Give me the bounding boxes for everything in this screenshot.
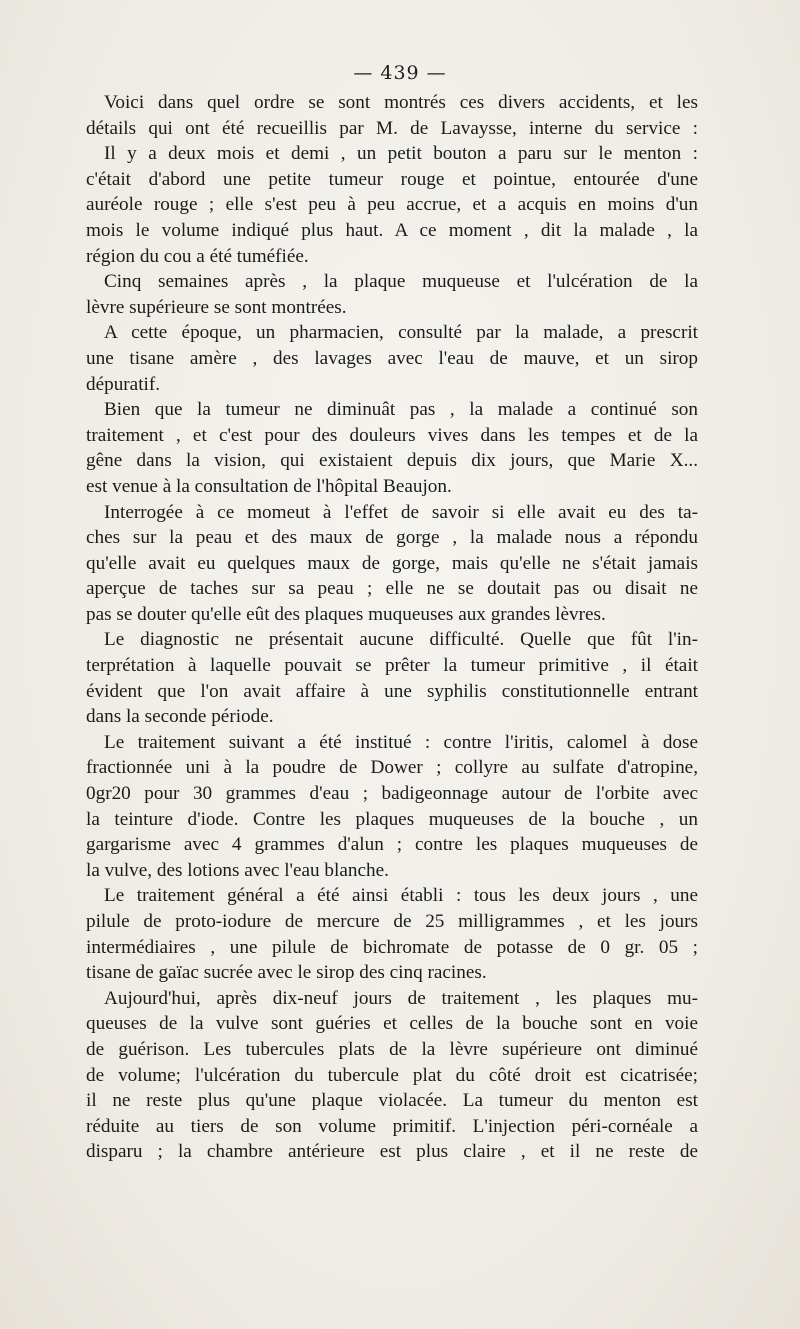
text-line: A cette époque, un pharmacien, consulté par la malade, a prescrit: [104, 322, 698, 344]
text-line: évident que l'on avait affaire à une syphilis constitutionnelle entrant: [86, 680, 698, 702]
text-line: disparu ; la chambre antérieure est plus claire , et il ne reste de: [86, 1141, 698, 1163]
text-line: qu'elle avait eu quelques maux de gorge, mais qu'elle ne s'était jamais: [86, 552, 698, 574]
text-line: gêne dans la vision, qui existaient depuis dix jours, que Marie X...: [86, 450, 698, 472]
text-line: queuses de la vulve sont guéries et celles de la bouche sont en voie: [86, 1013, 698, 1035]
text-line: mois le volume indiqué plus haut. A ce moment , dit la malade , la: [86, 219, 698, 241]
text-line: auréole rouge ; elle s'est peu à peu accrue, et a acquis en moins d'un: [86, 194, 698, 216]
text-line: Voici dans quel ordre se sont montrés ces divers accidents, et les: [104, 92, 698, 113]
body-text: [86, 90, 698, 1165]
text-line: ches sur la peau et des maux de gorge , la malade nous a répondu: [86, 527, 698, 549]
text-line: Aujourd'hui, après dix-neuf jours de traitement , les plaques mu-: [104, 987, 698, 1009]
text-line: dépuratif.: [86, 373, 161, 395]
text-line: traitement , et c'est pour des douleurs vives dans les tempes et de la: [86, 424, 698, 446]
text-line: Le traitement suivant a été institué : contre l'iritis, calomel à dose: [104, 731, 698, 753]
text-line: détails qui ont été recueillis par M. de Lavaysse, interne du service :: [86, 117, 698, 139]
text-line: pas se douter qu'elle eût des plaques muqueuses aux grandes lèvres.: [86, 603, 606, 625]
text-line: de volume; l'ulcération du tubercule plat du côté droit est cicatrisée;: [86, 1064, 698, 1086]
text-line: c'était d'abord une petite tumeur rouge et pointue, entourée d'une: [86, 168, 698, 190]
text-line: réduite au tiers de son volume primitif. L'injection péri-cornéale a: [86, 1115, 698, 1137]
text-line: Le traitement général a été ainsi établi : tous les deux jours , une: [104, 885, 698, 907]
text-line: Bien que la tumeur ne diminuât pas , la malade a continué son: [104, 399, 698, 421]
text-line: 0gr20 pour 30 grammes d'eau ; badigeonnage autour de l'orbite avec: [86, 783, 698, 805]
text-line: il ne reste plus qu'une plaque violacée. La tumeur du menton est: [86, 1090, 698, 1112]
text-line: lèvre supérieure se sont montrées.: [86, 296, 347, 318]
text-line: la teinture d'iode. Contre les plaques muqueuses de la bouche , un: [86, 808, 698, 830]
text-line: Interrogée à ce momeut à l'effet de savoir si elle avait eu des ta-: [104, 501, 698, 523]
text-line: Il y a deux mois et demi , un petit bouton a paru sur le menton :: [104, 143, 698, 165]
text-line: la vulve, des lotions avec l'eau blanche.: [86, 859, 389, 881]
text-line: aperçue de taches sur sa peau ; elle ne se doutait pas ou disait ne: [86, 578, 698, 600]
text-line: terprétation à laquelle pouvait se prêter la tumeur primitive , il était: [86, 655, 698, 677]
text-line: dans la seconde période.: [86, 706, 274, 728]
text-line: est venue à la consultation de l'hôpital Beaujon.: [86, 475, 452, 497]
text-line: pilule de proto-iodure de mercure de 25 milligrammes , et les jours: [86, 911, 698, 932]
text-line: fractionnée uni à la poudre de Dower ; collyre au sulfate d'atropine,: [86, 757, 698, 779]
text-line: de guérison. Les tubercules plats de la lèvre supérieure ont diminué: [86, 1038, 698, 1060]
text-line: intermédiaires , une pilule de bichromate de potasse de 0 gr. 05 ;: [86, 936, 698, 958]
text-line: gargarisme avec 4 grammes d'alun ; contre les plaques muqueuses de: [86, 834, 698, 856]
text-line: Cinq semaines après , la plaque muqueuse et l'ulcération de la: [104, 271, 698, 293]
text-line: une tisane amère , des lavages avec l'eau de mauve, et un sirop: [86, 347, 698, 369]
text-line: tisane de gaïac sucrée avec le sirop des cinq racines.: [86, 962, 487, 984]
text-line: région du cou a été tuméfiée.: [86, 245, 309, 267]
text-line: Le diagnostic ne présentait aucune difficulté. Quelle que fût l'in-: [104, 629, 698, 651]
page-number: — 439 —: [353, 62, 447, 84]
